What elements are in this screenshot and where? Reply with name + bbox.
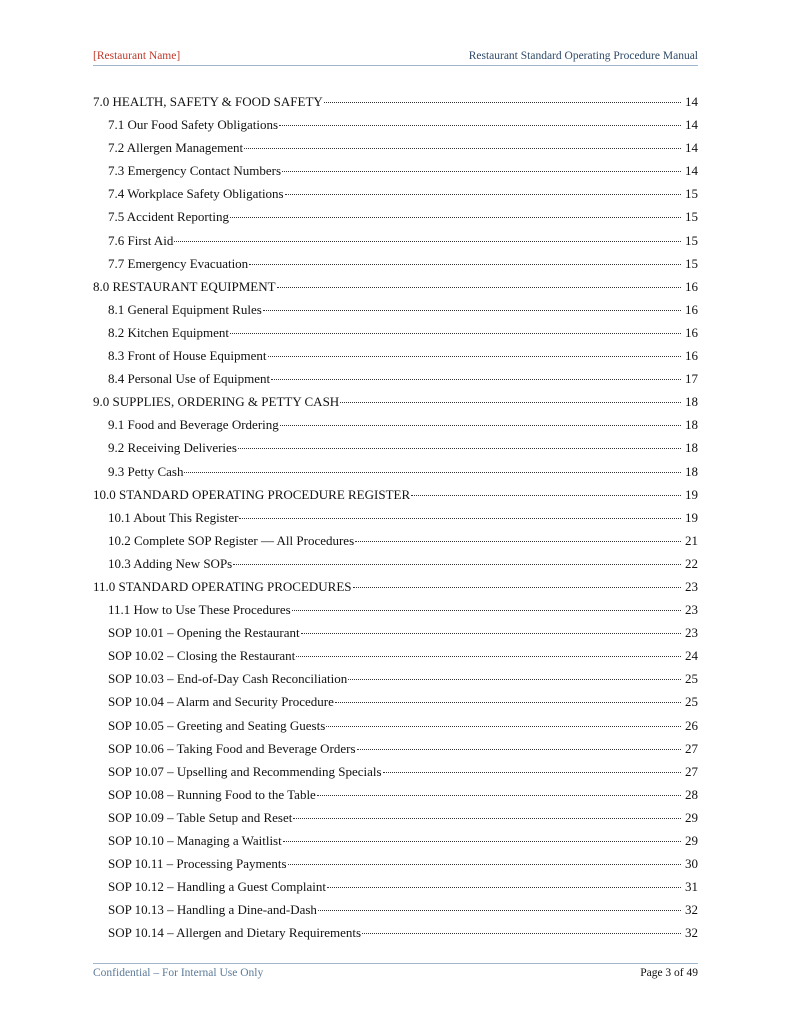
toc-entry-title: SOP 10.06 – Taking Food and Beverage Orders <box>108 740 356 756</box>
toc-subsection-entry[interactable] <box>93 783 698 806</box>
toc-entry-page-number: 14 <box>685 117 698 133</box>
toc-subsection-entry[interactable] <box>93 113 698 136</box>
toc-dot-leader <box>271 377 681 380</box>
toc-entry-title: 7.2 Allergen Management <box>108 140 244 156</box>
toc-entry-page-number: 16 <box>685 348 698 364</box>
toc-entry-title: 9.1 Food and Beverage Ordering <box>108 417 279 433</box>
toc-entry-page-number: 21 <box>685 532 698 548</box>
toc-entry-page-number: 22 <box>685 555 698 571</box>
toc-subsection-entry[interactable] <box>93 898 698 921</box>
toc-entry-page-number: 29 <box>685 833 698 848</box>
toc-dot-leader <box>230 331 681 334</box>
toc-subsection-entry[interactable] <box>93 436 698 459</box>
toc-section-entry[interactable] <box>93 483 698 506</box>
toc-entry-page-number: 25 <box>685 694 698 710</box>
toc-entry-title: SOP 10.12 – Handling a Guest Complaint <box>108 879 326 895</box>
toc-entry-page-number: 15 <box>685 186 698 202</box>
toc-entry-title: 7.3 Emergency Contact Numbers <box>108 163 282 179</box>
toc-entry-page-number: 18 <box>685 417 698 433</box>
toc-entry-title: 7.1 Our Food Safety Obligations <box>108 117 279 133</box>
toc-section-entry[interactable] <box>93 275 698 298</box>
toc-subsection-entry[interactable] <box>93 806 698 829</box>
toc-dot-leader <box>335 700 681 703</box>
toc-dot-leader <box>277 285 681 288</box>
toc-section-entry[interactable] <box>93 90 698 113</box>
toc-dot-leader <box>317 793 681 796</box>
toc-dot-leader <box>174 239 681 242</box>
toc-entry-title: SOP 10.13 – Handling a Dine-and-Dash <box>108 902 317 918</box>
header-manual-title: Restaurant Standard Operating Procedure Manual <box>468 50 698 62</box>
toc-entry-title: 7.4 Workplace Safety Obligations <box>108 186 284 202</box>
toc-subsection-entry[interactable] <box>93 621 698 644</box>
toc-entry-page-number: 28 <box>685 786 698 802</box>
page-header <box>93 44 698 66</box>
toc-subsection-entry[interactable] <box>93 737 698 760</box>
toc-dot-leader <box>355 539 681 542</box>
toc-entry-page-number: 26 <box>685 717 698 733</box>
toc-entry-title: 7.7 Emergency Evacuation <box>108 255 249 271</box>
toc-entry-page-number: 27 <box>685 763 698 779</box>
toc-entry-page-number: 14 <box>685 163 698 179</box>
toc-entry-page-number: 16 <box>685 324 698 340</box>
toc-entry-title: 11.0 STANDARD OPERATING PROCEDURES <box>93 578 352 594</box>
page-footer <box>93 963 698 979</box>
toc-dot-leader <box>279 123 681 126</box>
toc-entry-page-number: 24 <box>685 648 698 664</box>
toc-entry-page-number: 25 <box>685 671 698 687</box>
toc-entry-page-number: 23 <box>685 625 698 641</box>
toc-entry-page-number: 14 <box>685 140 698 156</box>
toc-dot-leader <box>357 747 681 750</box>
toc-entry-title: 10.1 About This Register <box>108 509 239 525</box>
toc-dot-leader <box>233 562 681 565</box>
toc-subsection-entry[interactable] <box>93 529 698 552</box>
toc-dot-leader <box>238 446 681 449</box>
toc-dot-leader <box>283 839 681 842</box>
toc-subsection-entry[interactable] <box>93 506 698 529</box>
toc-entry-page-number: 31 <box>685 879 698 895</box>
toc-subsection-entry[interactable] <box>93 205 698 228</box>
toc-entry-title: 9.0 SUPPLIES, ORDERING & PETTY CASH <box>93 394 340 410</box>
toc-subsection-entry[interactable] <box>93 413 698 436</box>
toc-entry-title: 11.1 How to Use These Procedures <box>108 602 291 618</box>
toc-subsection-entry[interactable] <box>93 159 698 182</box>
toc-entry-title: 7.0 HEALTH, SAFETY & FOOD SAFETY <box>93 94 323 109</box>
toc-entry-page-number: 16 <box>685 301 698 317</box>
toc-subsection-entry[interactable] <box>93 229 698 252</box>
toc-subsection-entry[interactable] <box>93 714 698 737</box>
toc-entry-title: 10.3 Adding New SOPs <box>108 555 233 571</box>
toc-dot-leader <box>353 585 681 588</box>
toc-entry-title: 8.3 Front of House Equipment <box>108 348 267 364</box>
toc-subsection-entry[interactable] <box>93 921 698 944</box>
toc-dot-leader <box>324 100 681 103</box>
toc-subsection-entry[interactable] <box>93 667 698 690</box>
toc-dot-leader <box>282 169 681 172</box>
toc-entry-title: 9.3 Petty Cash <box>108 463 184 479</box>
toc-entry-page-number: 27 <box>685 740 698 756</box>
toc-dot-leader <box>296 654 681 657</box>
toc-subsection-entry[interactable] <box>93 852 698 875</box>
toc-subsection-entry[interactable] <box>93 344 698 367</box>
toc-entry-page-number: 23 <box>685 578 698 594</box>
footer-confidential-note: Confidential – For Internal Use Only <box>93 967 264 979</box>
toc-entry-title: 8.2 Kitchen Equipment <box>108 324 229 340</box>
toc-entry-title: 9.2 Receiving Deliveries <box>108 440 237 456</box>
toc-subsection-entry[interactable] <box>93 690 698 713</box>
toc-dot-leader <box>292 608 681 611</box>
toc-subsection-entry[interactable] <box>93 460 698 483</box>
toc-entry-title: SOP 10.14 – Allergen and Dietary Requirements <box>108 925 362 941</box>
toc-subsection-entry[interactable] <box>93 252 698 275</box>
toc-dot-leader <box>301 631 681 634</box>
toc-entry-title: SOP 10.09 – Table Setup and Reset <box>108 809 293 825</box>
toc-dot-leader <box>348 677 681 680</box>
toc-dot-leader <box>184 470 681 473</box>
toc-dot-leader <box>268 354 681 357</box>
toc-entry-page-number: 16 <box>685 278 698 294</box>
toc-entry-page-number: 15 <box>685 209 698 225</box>
toc-entry-title: SOP 10.04 – Alarm and Security Procedure <box>108 694 334 710</box>
toc-subsection-entry[interactable] <box>93 760 698 783</box>
toc-entry-page-number: 18 <box>685 463 698 479</box>
toc-dot-leader <box>239 516 681 519</box>
toc-entry-title: SOP 10.07 – Upselling and Recommending Specials <box>108 763 382 779</box>
header-restaurant-name: [Restaurant Name] <box>93 50 181 62</box>
toc-subsection-entry[interactable] <box>93 829 698 852</box>
toc-entry-page-number: 29 <box>685 809 698 825</box>
toc-entry-page-number: 18 <box>685 440 698 456</box>
toc-entry-title: SOP 10.10 – Managing a Waitlist <box>108 833 282 848</box>
toc-entry-page-number: 32 <box>685 925 698 941</box>
toc-entry-title: 8.0 RESTAURANT EQUIPMENT <box>93 278 276 294</box>
toc-dot-leader <box>383 770 681 773</box>
toc-subsection-entry[interactable] <box>93 598 698 621</box>
toc-dot-leader <box>263 308 681 311</box>
toc-entry-page-number: 17 <box>685 371 698 387</box>
toc-entry-page-number: 32 <box>685 902 698 918</box>
toc-subsection-entry[interactable] <box>93 321 698 344</box>
toc-dot-leader <box>362 931 681 934</box>
table-of-contents <box>93 90 698 944</box>
toc-entry-title: SOP 10.11 – Processing Payments <box>108 856 287 872</box>
toc-section-entry[interactable] <box>93 390 698 413</box>
toc-entry-title: 8.1 General Equipment Rules <box>108 301 262 317</box>
toc-subsection-entry[interactable] <box>93 367 698 390</box>
toc-entry-page-number: 18 <box>685 394 698 410</box>
toc-entry-page-number: 14 <box>685 94 698 109</box>
toc-entry-title: SOP 10.03 – End-of-Day Cash Reconciliation <box>108 671 348 687</box>
toc-entry-page-number: 23 <box>685 602 698 618</box>
toc-dot-leader <box>293 816 681 819</box>
toc-entry-title: SOP 10.02 – Closing the Restaurant <box>108 648 296 664</box>
toc-entry-title: 10.0 STANDARD OPERATING PROCEDURE REGISTER <box>93 486 411 502</box>
toc-dot-leader <box>244 146 681 149</box>
toc-subsection-entry[interactable] <box>93 552 698 575</box>
toc-dot-leader <box>285 192 681 195</box>
toc-section-entry[interactable] <box>93 575 698 598</box>
toc-entry-title: SOP 10.05 – Greeting and Seating Guests <box>108 717 326 733</box>
toc-subsection-entry[interactable] <box>93 136 698 159</box>
toc-subsection-entry[interactable] <box>93 875 698 898</box>
toc-dot-leader <box>280 423 681 426</box>
toc-entry-title: 7.5 Accident Reporting <box>108 209 229 225</box>
toc-subsection-entry[interactable] <box>93 298 698 321</box>
toc-dot-leader <box>318 908 681 911</box>
toc-dot-leader <box>230 215 681 218</box>
toc-entry-title: 7.6 First Aid <box>108 232 174 248</box>
toc-dot-leader <box>249 262 681 265</box>
toc-entry-title: 10.2 Complete SOP Register — All Procedures <box>108 532 355 548</box>
toc-dot-leader <box>288 862 681 865</box>
toc-subsection-entry[interactable] <box>93 182 698 205</box>
footer-page-number: Page 3 of 49 <box>640 967 698 979</box>
toc-dot-leader <box>340 400 681 403</box>
toc-dot-leader <box>327 885 681 888</box>
toc-entry-page-number: 30 <box>685 856 698 872</box>
toc-entry-title: SOP 10.01 – Opening the Restaurant <box>108 625 300 641</box>
toc-dot-leader <box>326 724 681 727</box>
toc-dot-leader <box>411 493 681 496</box>
toc-entry-page-number: 15 <box>685 255 698 271</box>
toc-entry-page-number: 19 <box>685 509 698 525</box>
toc-entry-page-number: 19 <box>685 486 698 502</box>
toc-entry-title: 8.4 Personal Use of Equipment <box>108 371 271 387</box>
toc-entry-page-number: 15 <box>685 232 698 248</box>
toc-subsection-entry[interactable] <box>93 644 698 667</box>
toc-entry-title: SOP 10.08 – Running Food to the Table <box>108 786 316 802</box>
